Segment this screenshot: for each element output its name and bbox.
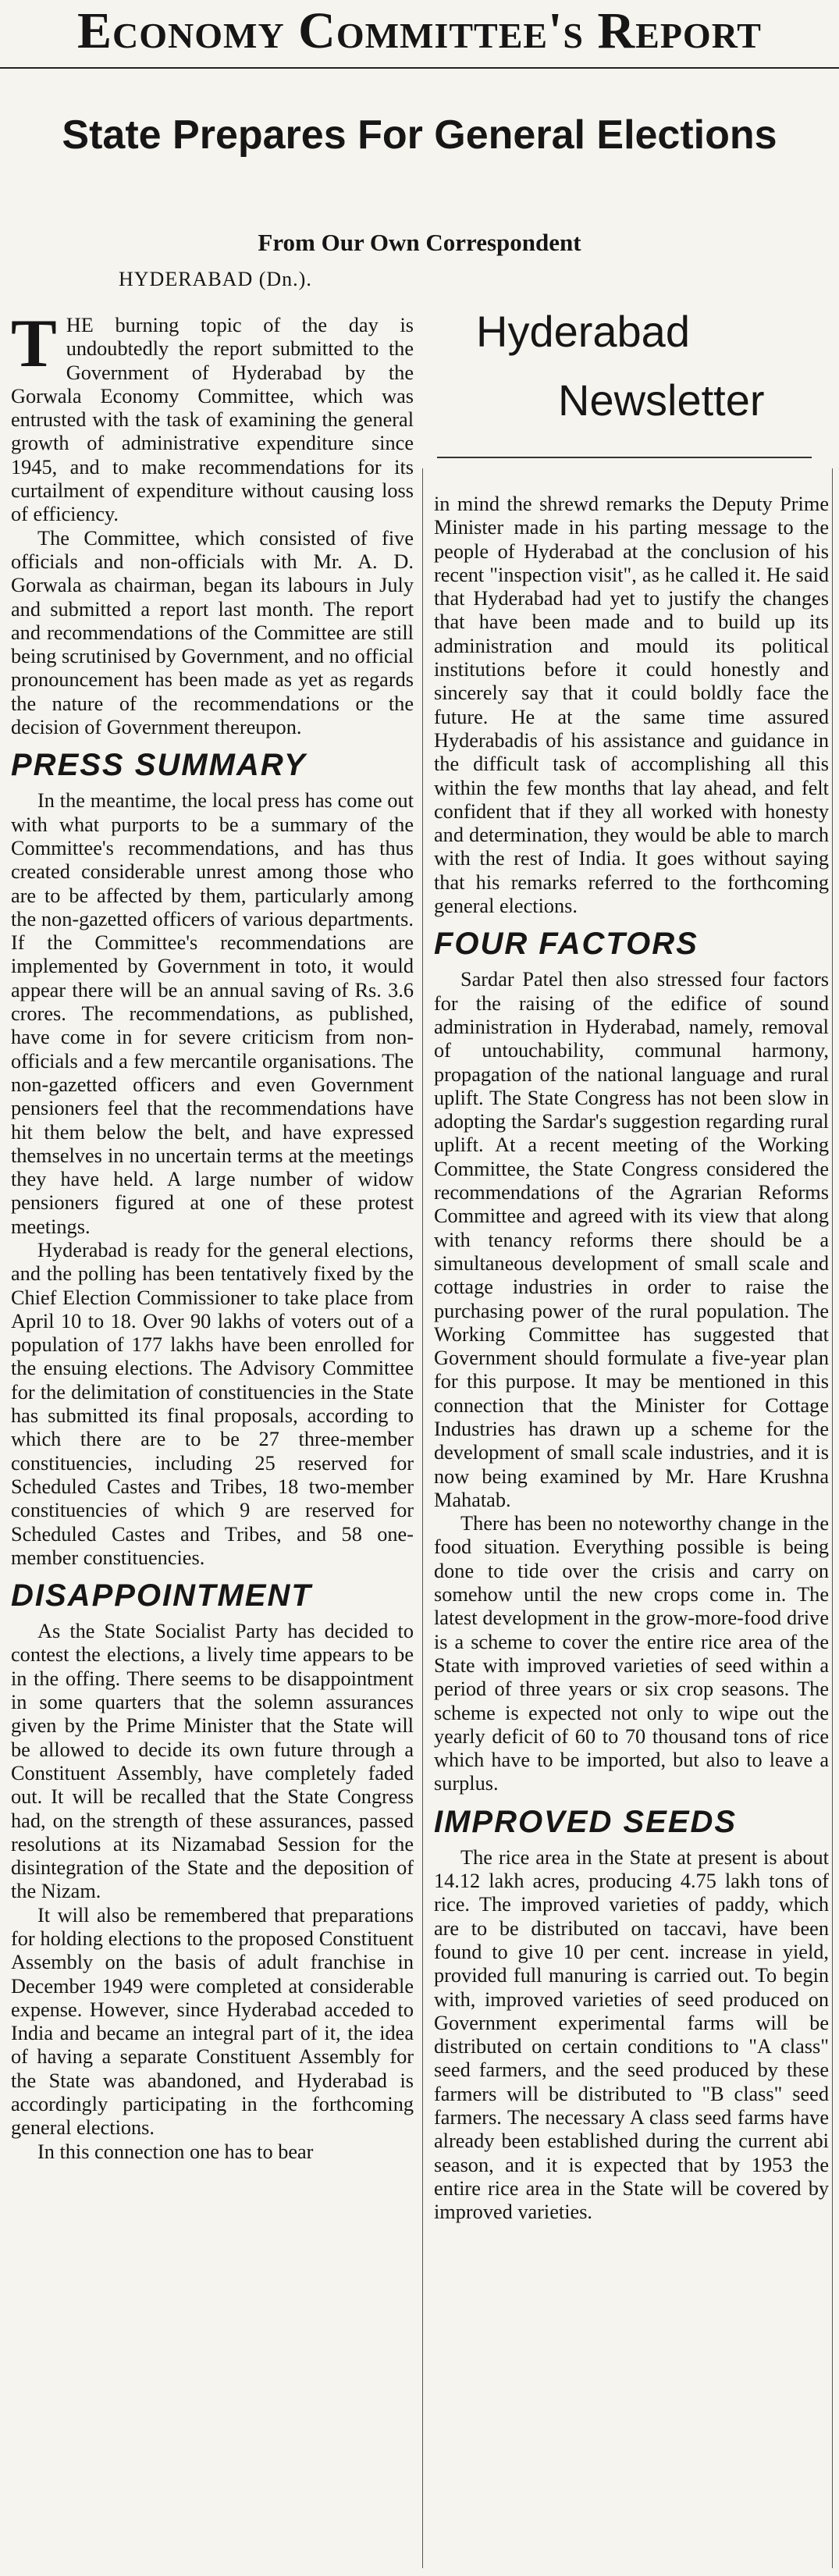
paragraph [11,306,414,527]
section-heading: IMPROVED SEEDS [434,1804,738,1839]
paragraph: Sardar Patel then also stressed four factors for the raising of the edifice of sound administration in Hyderabad, namely, removal of untouchability, communal harmony, propagation of the national language and rural uplift. The State Congress has not been slow in adopting the Sardar's suggestion regarding rural uplift. At a recent meeting of the Working Committee, the State Congress considered the recommendations of the Agrarian Reforms Committee and agreed with its view that along with tenancy reforms there should be a simultaneous development of small scale and cottage industries in order to raise the purchasing power of the rural population. The Working Committee has suggested that Government should formulate a five-year plan for this purpose. It may be mentioned in this connection that the Minister for Cottage Industries has drawn up a scheme for the development of small scale industries, and it is now being examined by Mr. Hare Krushna Mahatab. [434,968,829,1511]
column-divider [422,468,423,2568]
paragraph: In this connection one has to bear [37,2140,314,2163]
section-heading: DISAPPOINTMENT [11,1578,312,1614]
byline: From Our Own Correspondent [258,229,581,256]
right-column [434,493,829,2224]
newsletter-title-line2: Newsletter [558,375,765,425]
paragraph: Hyderabad is ready for the general elections, and the polling has been tentatively fixed by the Chief Election Commissioner to take place from April 10 to 18. Over 90 lakhs of voters out of a population of 177 lakhs have been enrolled for the ensuing elections. The Advisory Committee for the delimitation of constituencies in the State has submitted its final proposals, according to which there are to be 27 three-member constituencies, including 25 reserved for Scheduled Castes and Tribes, 18 two-member constituencies of which 9 are reserved for Scheduled Castes and Tribes, and 58 one-member constituencies. [11,1238,414,1569]
right-edge-rule [832,468,833,2568]
paragraph-text: HE burning topic of the day is undoubtedly the report submitted to the Government of Hyderabad by the Gorwala Economy Committee, which was entrusted with the task of examining the general growth of administrative expenditure since 1945, and to make recommendations for its curtailment of expenditure without causing loss of efficiency. [11,314,414,526]
section-heading: FOUR FACTORS [434,927,699,962]
paragraph: in mind the shrewd remarks the Deputy Prime Minister made in his parting message to the people of Hyderabad at the conclusion of his recent "inspection visit", as he called it. He said that Hyderabad had yet to justify the changes that have been made and to build up its administration and mould its political institutions before it could honestly and sincerely say that it could boldly face the future. He at the same time assured Hyderabadis of his assistance and guidance in the difficult task of accomplishing all this within the few months that lay ahead, and felt confident that if they all worked with honesty and determination, they would be able to march with the rest of India. It goes without saying that his remarks referred to the forthcoming general elections. [434,493,829,918]
subheadline: State Prepares For General Elections [62,112,777,158]
paragraph: In the meantime, the local press has come out with what purports to be a summary of the Committee's recommendations, and has thus created considerable unrest among those who are to be affected by them, particularly among the non-gazetted officers of various departments. If the Committee's recommendations are implemented by Government in toto, it would appear there will be an annual saving of Rs. 3.6 crores. The recommendations, as published, have come in for severe criticism from non-officials and a few mercantile organisations. The non-gazetted officers and even Government pensioners feel that the recommendations have hit them below the belt, and have expressed themselves in no uncertain terms at the meetings they have held. A large number of widow pensioners figured at one of these protest meetings. [11,789,414,1238]
drop-cap: T [11,306,57,382]
paragraph: The Committee, which consisted of five officials and non-officials with Mr. A. D. Gorwala as chairman, began its labours in July and submitted a report last month. The report and recommendations of the Committee are still being scrutinised by Government, and no official pronouncement has been made as yet as regards the nature of the recommendations or the decision of Government thereupon. [11,526,414,739]
newsletter-box [437,301,812,458]
left-column [11,306,414,2164]
paragraph: There has been no noteworthy change in the food situation. Everything possible is being done to tide over the crisis and carry on somehow until the new crops come in. The latest development in the grow-more-food drive is a scheme to cover the entire rice area of the State with improved varieties of seed within a period of three years or six crop seasons. The scheme is expected not only to wipe out the yearly deficit of 60 to 70 thousand tons of rice which have to be imported, but also to leave a surplus. [434,1512,829,1795]
paragraph: It will also be remembered that preparations for holding elections to the proposed Constituent Assembly on the basis of adult franchise in December 1949 were completed at considerable expense. However, since Hyderabad acceded to India and became an integral part of it, the idea of having a separate Constituent Assembly for the State was abandoned, and Hyderabad is accordingly participating in the forthcoming general elections. [11,1903,414,2140]
newsletter-title-line1: Hyderabad [476,307,690,356]
paragraph: As the State Socialist Party has decided to contest the elections, a lively time appears to be in the offing. There seems to be disappointment in some quarters that the solemn assurances given by the Prime Minister that the State will be allowed to decide its own future through a Constituent Assembly, have completely faded out. It will be recalled that the State Congress had, on the strength of these assurances, passed resolutions at its Nizamabad Session for the disintegration of the State and the deposition of the Nizam. [11,1620,414,1903]
dateline: HYDERABAD (Dn.). [119,268,312,290]
headline: Economy Committee's Report [77,2,762,59]
paragraph: The rice area in the State at present is about 14.12 lakh acres, producing 4.75 lakh tons of rice. The improved varieties of paddy, which are to be distributed on taccavi, have been found to give 10 per cent. increase in yield, provided full manuring is carried out. To begin with, improved varieties of seed produced on Government experimental farms will be distributed on certain conditions to "A class" seed farmers, and the seed produced by these farmers will be distributed to "B class" seed farmers. The necessary A class seed farms have already been established during the current abi season, and it is expected that by 1953 the entire rice area in the State will be covered by improved varieties. [434,1845,829,2224]
section-heading: PRESS SUMMARY [11,748,307,783]
headline-rule [0,67,839,69]
